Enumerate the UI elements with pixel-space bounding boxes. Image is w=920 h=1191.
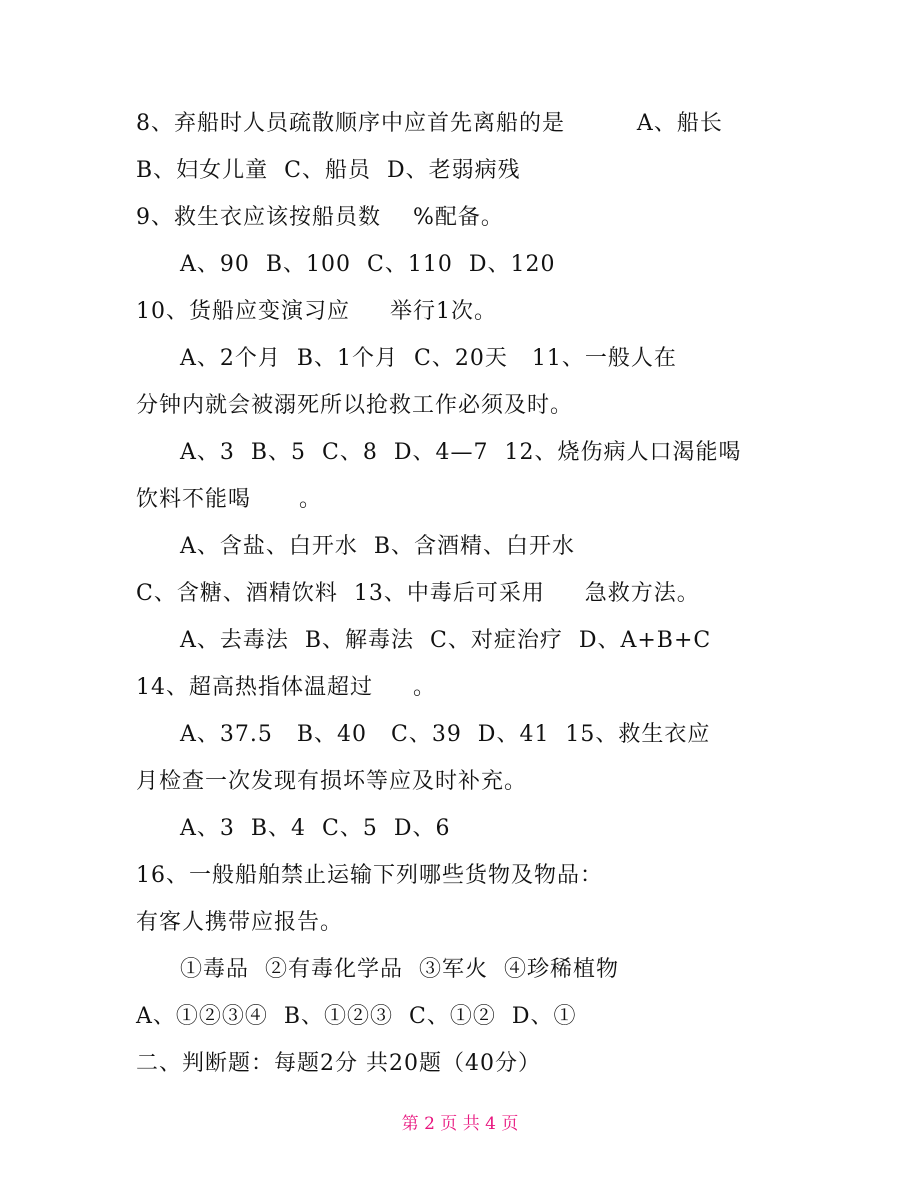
question-15-options: A、3 B、4 C、5 D、6 xyxy=(180,816,451,841)
question-9-line-1: 9、救生衣应该按船员数 %配备。 xyxy=(136,205,504,230)
question-15-line-2: 月检查一次发现有损坏等应及时补充。 xyxy=(136,769,528,794)
page-number-footer: 第 2 页 共 4 页 xyxy=(401,1114,519,1134)
question-12-options: A、含盐、白开水 B、含酒精、白开水 xyxy=(180,534,576,559)
question-14-options: A、37.5 B、40 C、39 D、41 15、救生衣应 xyxy=(180,722,711,747)
question-10-options: A、2个月 B、1个月 C、20天 11、一般人在 xyxy=(180,346,677,371)
question-16-line-1: 16、一般船舶禁止运输下列哪些货物及物品： xyxy=(136,863,603,888)
question-16-items: ①毒品 ②有毒化学品 ③军火 ④珍稀植物 xyxy=(180,957,619,982)
question-8-line-2: B、妇女儿童 C、船员 D、老弱病残 xyxy=(136,158,521,183)
question-12-line-2: 饮料不能喝 。 xyxy=(136,487,322,512)
question-16-options: A、①②③④ B、①②③ C、①② D、① xyxy=(136,1004,577,1029)
question-16-line-2: 有客人携带应报告。 xyxy=(136,910,344,935)
question-11-options: A、3 B、5 C、8 D、4—7 12、烧伤病人口渴能喝 xyxy=(180,440,742,465)
question-13-line-1: C、含糖、酒精饮料 13、中毒后可采用 急救方法。 xyxy=(136,581,700,606)
question-14-line-1: 14、超高热指体温超过 。 xyxy=(136,675,436,700)
question-8-line-1: 8、弃船时人员疏散顺序中应首先离船的是 A、船长 xyxy=(136,111,723,136)
question-11-line-2: 分钟内就会被溺死所以抢救工作必须及时。 xyxy=(136,393,574,418)
question-9-options: A、90 B、100 C、110 D、120 xyxy=(180,252,556,277)
question-13-options: A、去毒法 B、解毒法 C、对症治疗 D、A+B+C xyxy=(180,628,712,653)
section-heading-judgment: 二、判断题：每题2分 共20题（40分） xyxy=(136,1051,541,1076)
question-10-line-1: 10、货船应变演习应 举行1次。 xyxy=(136,299,497,324)
